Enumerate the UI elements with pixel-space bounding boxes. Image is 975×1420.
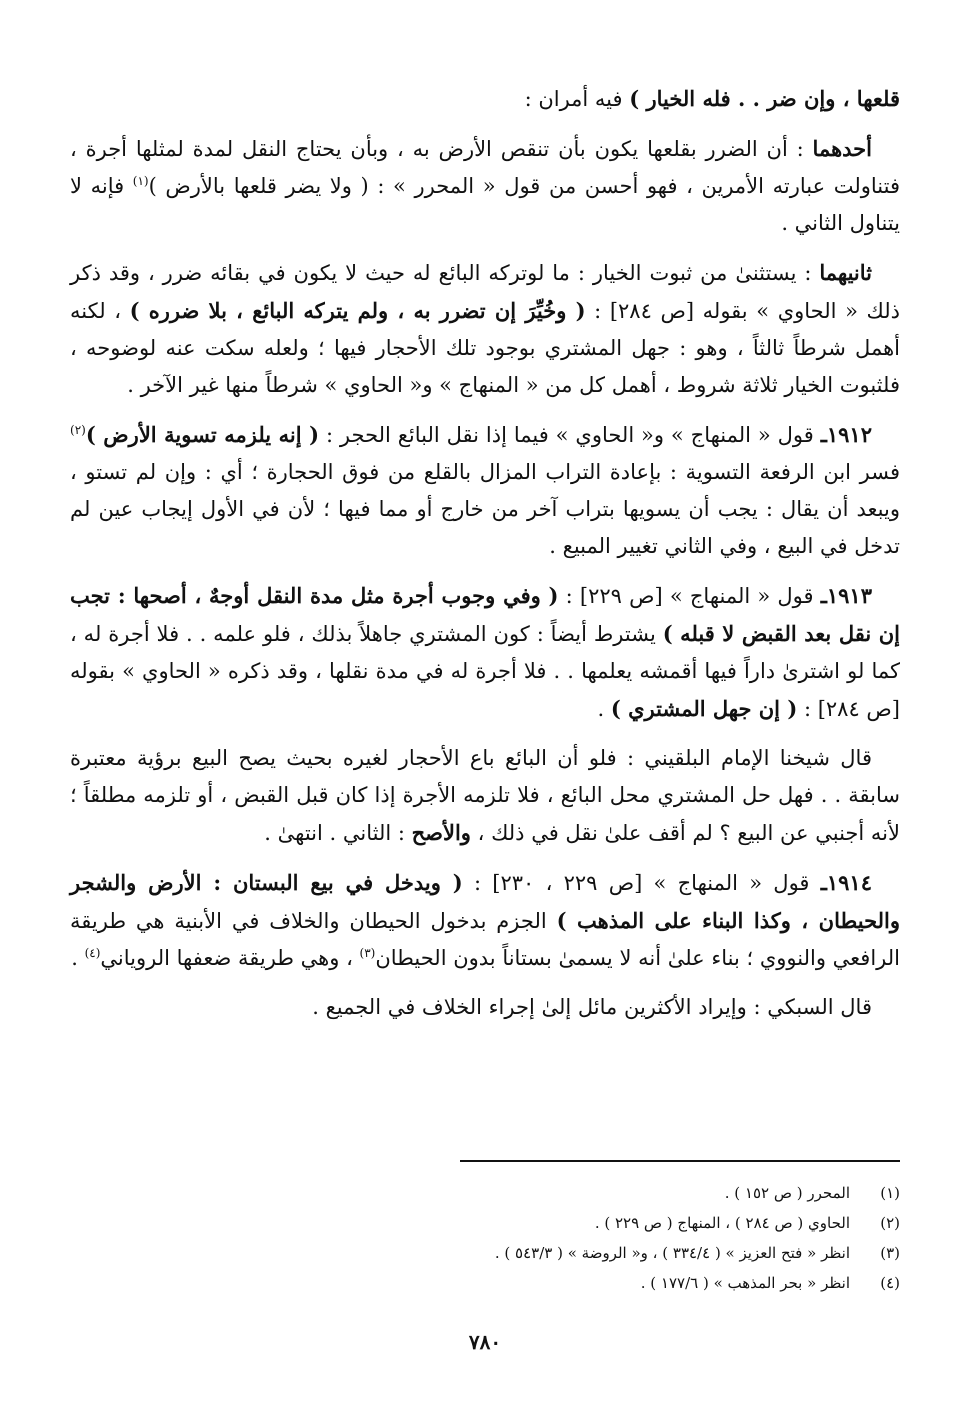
footnote-number: (٤) [880, 1274, 900, 1292]
text-run: فسر ابن الرفعة التسوية : بإعادة التراب المزال بالقلع من فوق الحجارة ؛ أي : وإن لم تستو ، ويبعد أن يقال : يجب أن يسويها بتراب آخر من خارج أو مما فيها ؛ لأن في الأول إيجاب عين لم تدخل في البيع ، وفي الثاني تغيير المبيع . [70, 460, 900, 558]
text-run: الجزم بدخول الحيطان والخلاف في الأبنية هي طريقة الرافعي والنووي ؛ بناء علىٰ أنه لا يسمىٰ بستاناً بدون الحيطان [70, 909, 900, 970]
page-body [70, 80, 900, 1400]
text-run: . [597, 697, 611, 721]
footnote-1 [70, 1178, 900, 1208]
footnote-text: انظر « بحر المذهب » ( ١٧٧/٦ ) . [640, 1274, 850, 1292]
text-run: قول « المنهاج » [ص ٢٢٩] : [558, 584, 821, 608]
text-run: قول « المنهاج » و« الحاوي » فيما إذا نقل البائع الحجر : [319, 423, 821, 447]
footnote-4 [70, 1268, 900, 1298]
text-run: قال السبكي : وإيراد الأكثرين مائل إلىٰ إجراء الخلاف في الجميع . [312, 995, 872, 1019]
paragraph-2 [70, 254, 900, 404]
footnote-number: (١) [880, 1184, 900, 1202]
text-run: فيه أمران : [524, 87, 630, 111]
footnote-separator [460, 1160, 900, 1162]
text-run: يشترط أيضاً : كون المشتري جاهلاً بذلك ، فلو علمه . . فلا أجرة له ، كما لو اشترىٰ داراً فيها أقمشه يعلمها . . فلا أجرة له في مدة نقلها ، وقد ذكره « الحاوي » بقوله [ص ٢٨٤] : [70, 622, 900, 721]
text-run: : أن الضرر بقلعها يكون بأن تنقص الأرض به ، وبأن يحتاج النقل لمدة لمثلها أجرة ، فتناولت عبارته الأمرين ، فهو أحسن من قول « المحرر » : ( ولا يضر قلعها بالأرض ) [70, 137, 900, 198]
matn-quote: ( إنه يلزمه تسوية الأرض ) [85, 422, 320, 447]
paragraph-1914 [70, 864, 900, 977]
paragraph-bulqini [70, 740, 900, 852]
footnote-ref-1[interactable]: (١) [132, 174, 149, 188]
page-number: ٧٨٠ [468, 1330, 502, 1354]
footnotes [70, 1178, 900, 1298]
footnote-number: (٣) [880, 1244, 900, 1262]
issue-number-1912: ١٩١٢ـ [820, 422, 872, 447]
text-run: ، لكنه أهمل شرطاً ثالثاً ، وهو : جهل المشتري بوجود تلك الأحجار فيها ؛ ولعله سكت عنه لوضوحه ، فلثبوت الخيار ثلاثة شروط ، أهمل كل من « المنهاج » و« الحاوي » شرطاً منها غير الآخر . [70, 299, 900, 397]
footnote-text: الحاوي ( ص ٢٨٤ ) ، المنهاج ( ص ٢٢٩ ) . [594, 1214, 850, 1232]
text-run: قال شيخنا الإمام البلقيني : فلو أن البائع باع الأحجار لغيره بحيث يصح البيع برؤية معتبرة سابقة . . فهل حل المشتري محل البائع ، فلا تلزمه الأجرة إذا كان قبل القبض ، أو تلزمه مطلقاً ؛ لأنه أجنبي عن البيع ؟ لم أقف علىٰ نقل في ذلك ، [70, 746, 900, 845]
paragraph-1913 [70, 577, 900, 728]
text-run: : الثاني . انتهىٰ . [264, 821, 412, 845]
matn-quote: قلعها ، وإن ضر . . فله الخيار ) [629, 86, 900, 111]
matn-quote: ( وفي وجوب أجرة مثل مدة النقل أوجهٌ ، أصحها : تجب إن نقل بعد القبض لا قبله ) [70, 583, 900, 646]
text-run: : يستثنىٰ من ثبوت الخيار : ما لوتركه البائع له حيث لا يكون في بقائه ضرر ، وقد ذكر ذلك « الحاوي » بقوله [ص ٢٨٤] : [70, 261, 900, 323]
text-run: قول « المنهاج » [ص ٢٢٩ ، ٢٣٠] : [462, 871, 821, 895]
footnote-2 [70, 1208, 900, 1238]
text-run: . [71, 946, 85, 970]
matn-quote: ( وخُيِّرَ إن تضرر به ، ولم يتركه البائع ، بلا ضرره ) [129, 298, 586, 323]
paragraph-1 [70, 130, 900, 242]
paragraph-1912 [70, 416, 900, 565]
footnote-ref-2[interactable]: (٢) [70, 423, 86, 437]
footnote-3 [70, 1238, 900, 1268]
text-run: فإنه لا يتناول الثاني . [70, 174, 900, 235]
matn-quote: ( ويدخل في بيع البستان : الأرض والشجر والحيطان ، وكذا البناء على المذهب ) [70, 870, 900, 933]
footnote-number: (٢) [880, 1214, 900, 1232]
text-run: ، وهي طريقة ضعفها الروياني [100, 946, 360, 970]
matn-quote: ( إن جهل المشتري ) [610, 696, 798, 721]
heading-second: ثانيهما [819, 260, 872, 285]
issue-number-1913: ١٩١٣ـ [820, 583, 872, 608]
footnote-ref-3[interactable]: (٣) [359, 946, 376, 960]
paragraph-0 [70, 80, 900, 118]
term-asahh: والأصح [411, 820, 471, 845]
footnote-text: انظر « فتح العزيز » ( ٣٣٤/٤ ) ، و« الروضة » ( ٥٤٣/٣ ) . [494, 1244, 850, 1262]
paragraph-subki [70, 989, 900, 1026]
issue-number-1914: ١٩١٤ـ [820, 870, 872, 895]
heading-first: أحدهما [812, 136, 872, 161]
footnote-text: المحرر ( ص ١٥٢ ) . [724, 1184, 850, 1202]
footnote-ref-4[interactable]: (٤) [84, 946, 101, 960]
